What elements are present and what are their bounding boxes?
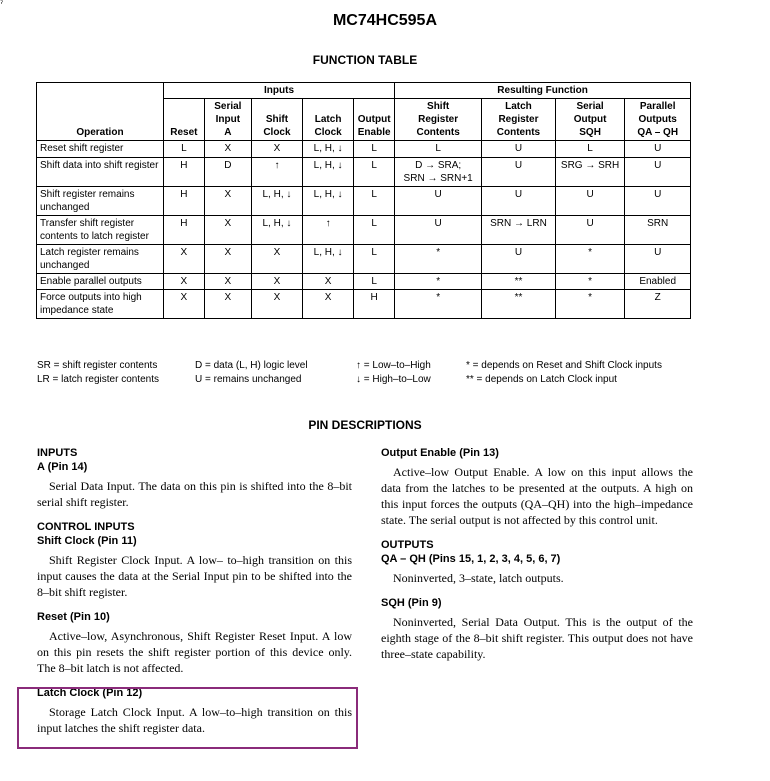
table-row — [37, 141, 691, 158]
control-inputs-heading: CONTROL INPUTS — [37, 521, 135, 533]
page-title: MC74HC595A — [332, 12, 438, 29]
legend-d: D = data (L, H) logic level — [195, 360, 308, 371]
table-cell-serial: X — [204, 245, 251, 274]
table-cell-latch: L, H, ↓ — [303, 141, 354, 158]
table-cell-oe: L — [354, 187, 395, 216]
table-row — [37, 216, 691, 245]
output-enable-title: Output Enable (Pin 13) — [381, 447, 499, 459]
table-row — [37, 290, 691, 319]
output-enable-text: Active–low Output Enable. A low on this input allows the data from the latches to be presented at the outputs. A high on this input forces the outputs (QA–QH) into the high–impedance state. The serial output is not affected by this control unit. — [381, 465, 693, 527]
table-cell-lr: U — [482, 141, 556, 158]
table-cell-oe: H — [354, 290, 395, 319]
table-cell-reset: X — [163, 245, 204, 274]
header-shift-register: Shift Register Contents — [395, 99, 482, 141]
header-inputs-group: Inputs — [163, 83, 394, 99]
table-cell-serial: X — [204, 141, 251, 158]
legend-up: ↑ = Low–to–High — [356, 360, 431, 371]
pin-descriptions-heading: PIN DESCRIPTIONS — [308, 418, 422, 432]
table-cell-reset: H — [163, 187, 204, 216]
table-cell-so: SRG → SRH — [555, 158, 625, 187]
table-cell-lr: U — [482, 187, 556, 216]
table-cell-po: U — [625, 158, 691, 187]
table-cell-latch: L, H, ↓ — [303, 245, 354, 274]
table-cell-po: U — [625, 245, 691, 274]
table-cell-shift: L, H, ↓ — [251, 216, 302, 245]
shift-clock-text: Shift Register Clock Input. A low– to–high transition on this input causes the data at the Serial Input pin to be shifted into the 8–bit shift register. — [37, 553, 352, 599]
table-cell-shift: X — [251, 141, 302, 158]
reset-text: Active–low, Asynchronous, Shift Register Reset Input. A low on this pin resets the shift register portion of this device only. The 8–bit latch is not affected. — [37, 629, 352, 675]
table-cell-serial: X — [204, 274, 251, 290]
table-cell-op: Shift data into shift register — [37, 158, 164, 187]
latch-clock-title: Latch Clock (Pin 12) — [37, 687, 143, 699]
table-cell-po: SRN — [625, 216, 691, 245]
table-row — [37, 245, 691, 274]
right-column — [381, 446, 693, 672]
table-cell-po: Z — [625, 290, 691, 319]
table-cell-latch: ↑ — [303, 216, 354, 245]
legend-sr: SR = shift register contents — [37, 360, 158, 371]
table-cell-sr: * — [395, 274, 482, 290]
table-cell-lr: ** — [482, 274, 556, 290]
header-output-enable: Output Enable — [354, 99, 395, 141]
latch-clock-highlight-box — [17, 687, 358, 749]
header-operation: Operation — [37, 83, 164, 141]
table-cell-op: Force outputs into high impedance state — [37, 290, 164, 319]
table-cell-serial: X — [204, 216, 251, 245]
table-cell-oe: L — [354, 274, 395, 290]
table-cell-shift: L, H, ↓ — [251, 187, 302, 216]
table-cell-latch: L, H, ↓ — [303, 158, 354, 187]
legend-lr: LR = latch register contents — [37, 374, 160, 385]
table-cell-lr: U — [482, 158, 556, 187]
table-cell-shift: X — [251, 245, 302, 274]
table-cell-lr: SRN → LRN — [482, 216, 556, 245]
legend-stars — [466, 359, 662, 387]
table-cell-lr: U — [482, 245, 556, 274]
table-cell-so: * — [555, 290, 625, 319]
table-cell-so: U — [555, 187, 625, 216]
table-cell-so: * — [555, 245, 625, 274]
table-cell-sr: * — [395, 290, 482, 319]
function-table — [36, 82, 691, 319]
reset-title: Reset (Pin 10) — [37, 611, 110, 623]
header-result-group: Resulting Function — [395, 83, 691, 99]
legend-u: U = remains unchanged — [195, 374, 302, 385]
header-serial-output: Serial Output SQH — [555, 99, 625, 141]
table-cell-sr: U — [395, 187, 482, 216]
header-shift-clock: Shift Clock — [251, 99, 302, 141]
latch-clock-text: Storage Latch Clock Input. A low–to–high transition on this input latches the shift register data. — [37, 705, 352, 735]
legend-down: ↓ = High–to–Low — [356, 374, 431, 385]
table-cell-serial: X — [204, 187, 251, 216]
function-table-heading: FUNCTION TABLE — [312, 53, 418, 67]
table-cell-po: U — [625, 141, 691, 158]
qa-qh-text: Noninverted, 3–state, latch outputs. — [393, 571, 564, 585]
table-cell-sr: U — [395, 216, 482, 245]
table-cell-po: Enabled — [625, 274, 691, 290]
shift-clock-title: Shift Clock (Pin 11) — [37, 535, 137, 547]
table-cell-latch: X — [303, 274, 354, 290]
outputs-heading: OUTPUTS — [381, 539, 434, 551]
sqh-text: Noninverted, Serial Data Output. This is the output of the eighth stage of the 8–bit shift register. This output does not have three–state capability. — [381, 615, 693, 661]
table-cell-op: Reset shift register — [37, 141, 164, 158]
table-row — [37, 158, 691, 187]
table-cell-latch: X — [303, 290, 354, 319]
table-cell-reset: X — [163, 290, 204, 319]
header-latch-register: Latch Register Contents — [482, 99, 556, 141]
table-cell-reset: X — [163, 274, 204, 290]
table-cell-po: U — [625, 187, 691, 216]
table-row — [37, 274, 691, 290]
table-cell-sr: D → SRA; SRN → SRN+1 — [395, 158, 482, 187]
table-cell-so: * — [555, 274, 625, 290]
table-cell-reset: H — [163, 158, 204, 187]
pin-a-title: A (Pin 14) — [37, 461, 88, 473]
table-cell-op: Enable parallel outputs — [37, 274, 164, 290]
pin-a-text: Serial Data Input. The data on this pin is shifted into the 8–bit serial shift register. — [37, 479, 352, 509]
table-cell-so: U — [555, 216, 625, 245]
legend-double-star: ** = depends on Latch Clock input — [466, 374, 617, 385]
table-cell-serial: D — [204, 158, 251, 187]
table-cell-shift: X — [251, 274, 302, 290]
header-parallel-outputs: Parallel Outputs QA – QH — [625, 99, 691, 141]
legend-d-u — [195, 359, 308, 387]
table-cell-op: Shift register remains unchanged — [37, 187, 164, 216]
table-row — [37, 187, 691, 216]
table-cell-shift: ↑ — [251, 158, 302, 187]
qa-qh-title: QA – QH (Pins 15, 1, 2, 3, 4, 5, 6, 7) — [381, 553, 561, 565]
table-cell-shift: X — [251, 290, 302, 319]
table-cell-oe: L — [354, 141, 395, 158]
table-cell-oe: L — [354, 216, 395, 245]
header-serial-input: Serial Input A — [204, 99, 251, 141]
sqh-title: SQH (Pin 9) — [381, 597, 442, 609]
corner-mark: ˀ — [0, 0, 4, 10]
table-cell-latch: L, H, ↓ — [303, 187, 354, 216]
table-cell-so: L — [555, 141, 625, 158]
table-cell-oe: L — [354, 245, 395, 274]
table-cell-op: Transfer shift register contents to latch register — [37, 216, 164, 245]
legend-transitions — [356, 359, 431, 387]
table-cell-lr: ** — [482, 290, 556, 319]
inputs-heading: INPUTS — [37, 447, 78, 459]
table-cell-sr: L — [395, 141, 482, 158]
table-cell-oe: L — [354, 158, 395, 187]
legend-sr-lr — [37, 359, 159, 387]
table-cell-sr: * — [395, 245, 482, 274]
legend-star: * = depends on Reset and Shift Clock inputs — [466, 360, 662, 371]
table-cell-op: Latch register remains unchanged — [37, 245, 164, 274]
table-cell-reset: L — [163, 141, 204, 158]
table-cell-serial: X — [204, 290, 251, 319]
header-reset: Reset — [163, 99, 204, 141]
table-cell-reset: H — [163, 216, 204, 245]
header-latch-clock: Latch Clock — [303, 99, 354, 141]
